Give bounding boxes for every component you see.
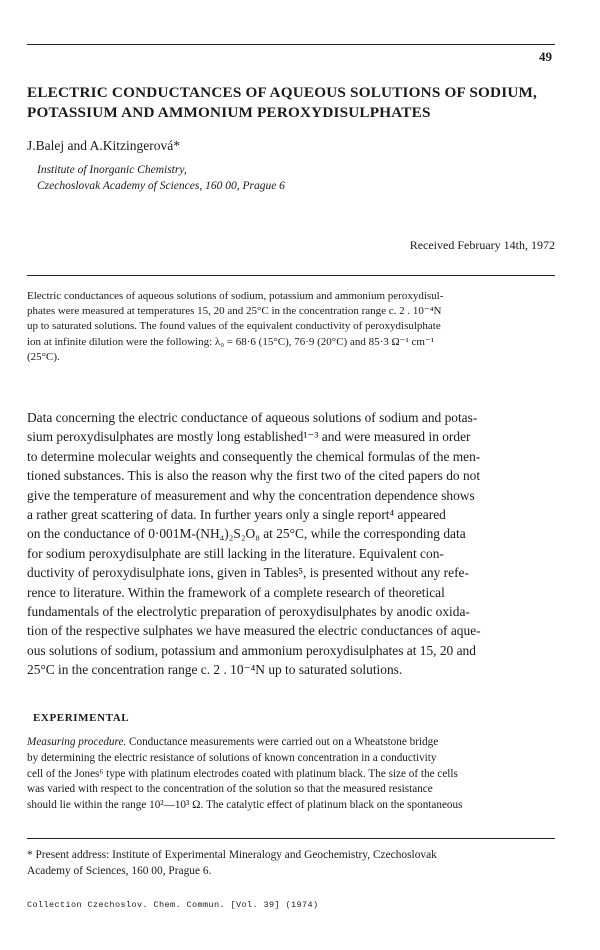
paragraph-lead: Measuring procedure. (27, 736, 127, 748)
footnote-line: * Present address: Institute of Experimental Mineralogy and Geochemistry, Czechoslovak (27, 849, 437, 861)
experimental-line: was varied with respect to the concentration of the solution so that the measured resistance (27, 783, 433, 796)
body-line: rence to literature. Within the framework of a complete research of theoretical (27, 584, 445, 600)
body-line: Data concerning the electric conductance of aqueous solutions of sodium and potas- (27, 410, 478, 425)
received-date: Received February 14th, 1972 (409, 238, 555, 252)
body-line: to determine molecular weights and consequently the chemical formulas of the men- (27, 448, 481, 464)
body-line: 25°C in the concentration range c. 2 . 10⁻⁴N up to saturated solutions. (27, 662, 403, 678)
body-line: sium peroxydisulphates are mostly long established¹⁻³ and were measured in order (27, 429, 471, 445)
top-rule (27, 44, 555, 45)
affiliation-line: Institute of Inorganic Chemistry, (37, 164, 187, 176)
introduction-text (27, 408, 569, 680)
footnote-line: Academy of Sciences, 160 00, Prague 6. (27, 865, 212, 877)
experimental-line: cell of the Jones⁶ type with platinum electrodes coated with platinum black. The size of the cells (27, 767, 458, 780)
abstract-line: ion at infinite dilution were the following: λ₀ = 68·6 (15°C), 76·9 (20°C) and 85·3 Ω⁻¹ cm⁻¹ (27, 335, 435, 348)
abstract-line: (25°C). (27, 350, 60, 363)
body-line: for sodium peroxydisulphate are still lacking in the literature. Equivalent con- (27, 545, 444, 561)
abstract-line: phates were measured at temperatures 15, 20 and 25°C in the concentration range c. 2 . 10⁻⁴N (27, 305, 442, 318)
footnote-rule (27, 838, 555, 839)
authors: J.Balej and A.Kitzingerová* (27, 138, 180, 153)
body-line: give the temperature of measurement and why the concentration dependence shows (27, 487, 475, 503)
abstract-rule (27, 275, 555, 276)
body-line: fundamentals of the electrolytic preparation of peroxydisulphates by anodic oxida- (27, 604, 470, 620)
body-line: ous solutions of sodium, potassium and ammonium peroxydisulphates at 15, 20 and (27, 642, 476, 658)
abstract-line: up to saturated solutions. The found values of the equivalent conductivity of peroxydisulphate (27, 320, 441, 333)
footnote (27, 847, 567, 879)
body-line: on the conductance of 0·001M-(NH₄)₂S₂O₈ at 25°C, while the corresponding data (27, 526, 466, 542)
page-number: 49 (539, 49, 552, 64)
body-line: tion of the respective sulphates we have measured the electric conductances of aque- (27, 623, 481, 639)
affiliation-line: Czechoslovak Academy of Sciences, 160 00, Prague 6 (37, 180, 285, 192)
title-line: POTASSIUM AND AMMONIUM PEROXYDISULPHATES (27, 104, 431, 121)
abstract-line: Electric conductances of aqueous solutions of sodium, potassium and ammonium peroxydisul- (27, 290, 444, 302)
experimental-line: by determining the electric resistance of solutions of known concentration in a conductivity (27, 751, 437, 764)
abstract (27, 289, 567, 365)
affiliation (37, 162, 285, 194)
experimental-text (27, 735, 567, 814)
experimental-line: should lie within the range 10²—10³ Ω. The catalytic effect of platinum black on the spontaneous (27, 799, 463, 812)
title-line: ELECTRIC CONDUCTANCES OF AQUEOUS SOLUTIONS OF SODIUM, (27, 84, 538, 101)
experimental-line (27, 735, 567, 751)
experimental-line-text: Conductance measurements were carried out on a Wheatstone bridge (126, 736, 439, 748)
body-line: ductivity of peroxydisulphate ions, given in Tables⁵, is presented without any refe- (27, 565, 469, 581)
article-title (27, 83, 567, 123)
section-heading-experimental: EXPERIMENTAL (33, 712, 130, 724)
body-line: tioned substances. This is also the reason why the first two of the cited papers do not (27, 468, 481, 484)
body-line: a rather great scattering of data. In further years only a single report⁴ appeared (27, 507, 446, 523)
journal-footer: Collection Czechoslov. Chem. Commun. [Vol. 39] (1974) (27, 900, 319, 910)
